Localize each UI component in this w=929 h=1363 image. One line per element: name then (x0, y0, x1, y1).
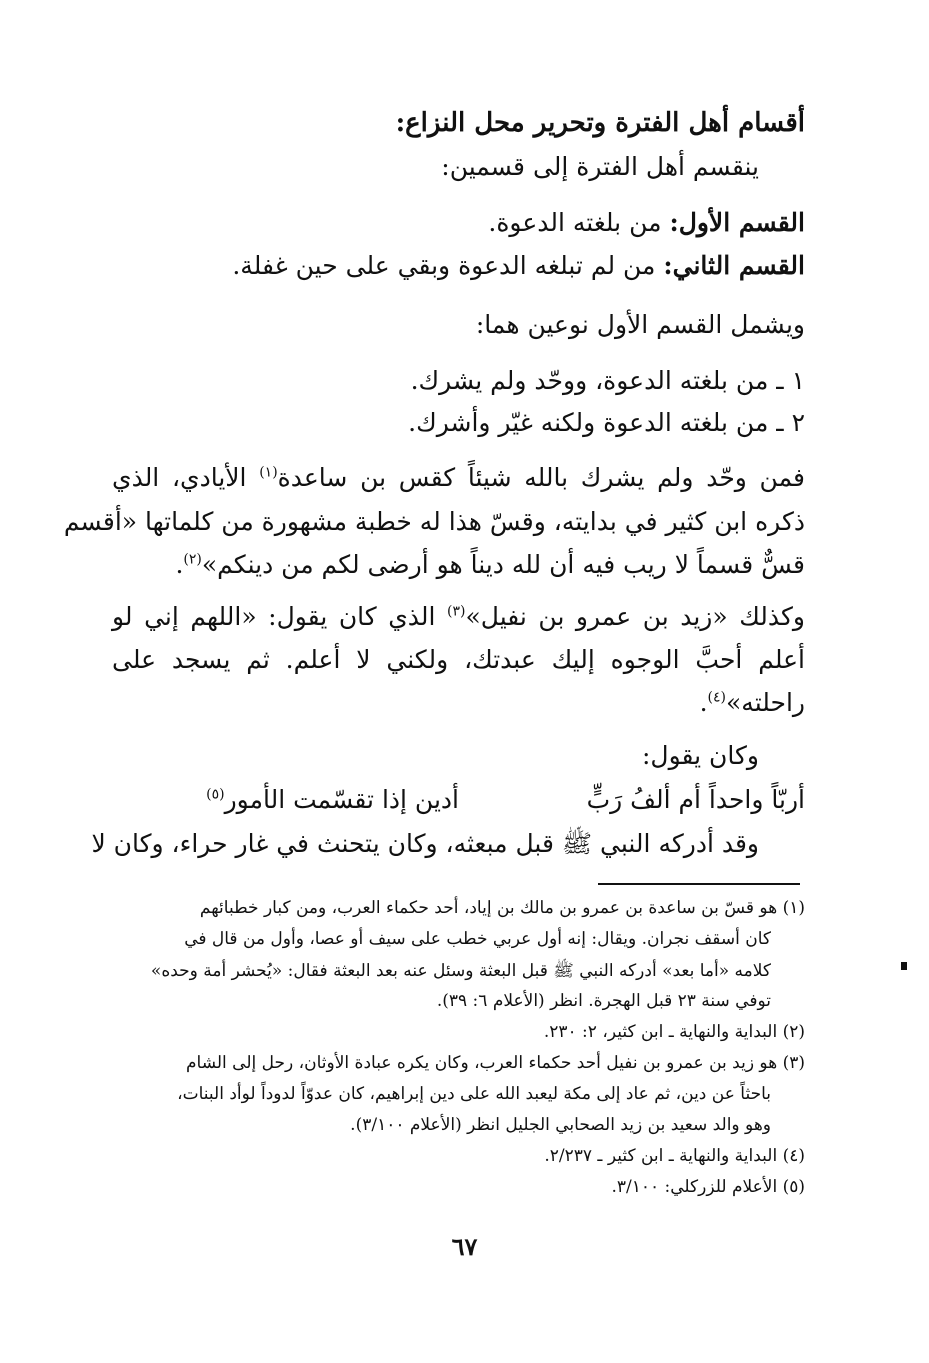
footnote-line-9: (٤) البداية والنهاية ـ ابن كثير ـ ٢/٢٣٧. (544, 1146, 805, 1166)
para1-line-3-after: . (175, 550, 184, 579)
footnote-ref-1: (١) (259, 464, 278, 481)
footnote-ref-2: (٢) (183, 551, 202, 568)
footnote-separator (598, 883, 800, 885)
para2-line-1-text: وكذلك «زيد بن عمرو بن نفيل» (465, 602, 805, 631)
footnote-line-1: (١) هو قسّ بن ساعدة بن عمرو بن مالك بن إياد، أحد حكماء العرب، ومن كبار خطبائهم (199, 898, 805, 918)
para1-line-3 (175, 550, 805, 579)
footnote-ref-3: (٣) (447, 603, 466, 620)
poem-intro: وكان يقول: (641, 741, 759, 770)
last-body-line (91, 828, 759, 865)
poem-hemistich-2 (206, 785, 459, 814)
footnote-line-7: باحثاً عن دين، ثم عاد إلى مكة ليعبد الله على دين إبراهيم، كان عدوّاً لدوداً لوأد البنات، (177, 1084, 771, 1104)
section-heading: أقسام أهل الفترة وتحرير محل النزاع: (395, 108, 805, 138)
footnote-line-4: توفي سنة ٢٣ قبل الهجرة. انظر (الأعلام ٦: ٣٩). (436, 991, 771, 1011)
footnote-ref-5: (٥) (206, 786, 225, 803)
para2-line-3 (700, 688, 805, 717)
section-second-term: القسم الثاني: (663, 251, 805, 280)
para1-line-1-after: الأيادي، الذي (112, 463, 260, 492)
intro-line: ينقسم أهل الفترة إلى قسمين: (441, 152, 759, 181)
footnote-line-8: وهو والد سعيد بن زيد الصحابي الجليل انظر (الأعلام ٣/١٠٠). (350, 1115, 771, 1135)
section-first-text: من بلغته الدعوة. (488, 208, 670, 237)
para1-line-2-text: ذكره ابن كثير في بدايته، وقسّ هذا له خطبة مشهورة من كلماتها «أقسم (63, 507, 805, 536)
para2-line-1 (112, 602, 805, 631)
para2-line-3-after: . (699, 688, 708, 717)
section-second (232, 251, 805, 280)
para2-line-1-after: الذي كان يقول: «اللهم إني لو (112, 602, 448, 631)
poem-hemistich-1: أربّاً واحداً أم ألفُ رَبٍّ (586, 785, 805, 814)
para1-line-1 (112, 463, 805, 492)
footnote-line-6: (٣) هو زيد بن عمرو بن نفيل أحد حكماء العرب، وكان يكره عبادة الأوثان، رحل إلى الشام (185, 1053, 805, 1073)
type-item-1: ١ ـ من بلغته الدعوة، ووحّد ولم يشرك. (410, 366, 805, 395)
first-section-intro: ويشمل القسم الأول نوعين هما: (475, 310, 805, 339)
last-body-line-text: وقد أدركه النبي ﷺ قبل مبعثه، وكان يتحنث في غار حراء، وكان لا (91, 829, 759, 858)
section-first (488, 208, 805, 237)
para1-line-1-text: فمن وحّد ولم يشرك بالله شيئاً كقس بن ساعدة (277, 463, 805, 492)
section-first-term: القسم الأول: (669, 208, 805, 237)
section-second-text: من لم تبلغه الدعوة وبقي على حين غفلة. (232, 251, 664, 280)
footnote-line-3: كلامه «أما بعد» أدركه النبي ﷺ قبل البعثة وسئل عنه بعد البعثة فقال: «يُحشر أمة وحده» (150, 961, 771, 981)
para2-line-3-text: راحلته» (726, 688, 805, 717)
page-number: ٦٧ (451, 1232, 478, 1261)
para2-line-2-text: أعلم أحبَّ الوجوه إليك عبدتك، ولكني لا أعلم. ثم يسجد على (112, 645, 805, 674)
footnote-line-10: (٥) الأعلام للزركلي: ٣/١٠٠. (611, 1177, 805, 1197)
footnote-ref-4: (٤) (707, 689, 726, 706)
poem-hemistich-2-text: أدين إذا تقسّمت الأمور (224, 785, 459, 814)
para1-line-3-text: قسٌّ قسماً لا ريب فيه أن لله ديناً هو أرضى لكم من دينكم» (201, 550, 805, 579)
margin-mark (901, 962, 907, 970)
footnote-line-2: كان أسقف نجران. ويقال: إنه أول عربي خطب على سيف أو عصا، وأول من قال في (184, 929, 771, 949)
para1-line-2 (63, 507, 805, 536)
footnote-line-5: (٢) البداية والنهاية ـ ابن كثير، ٢: ٢٣٠. (543, 1022, 805, 1042)
para2-line-2 (112, 645, 805, 674)
type-item-2: ٢ ـ من بلغته الدعوة ولكنه غيّر وأشرك. (408, 408, 805, 437)
